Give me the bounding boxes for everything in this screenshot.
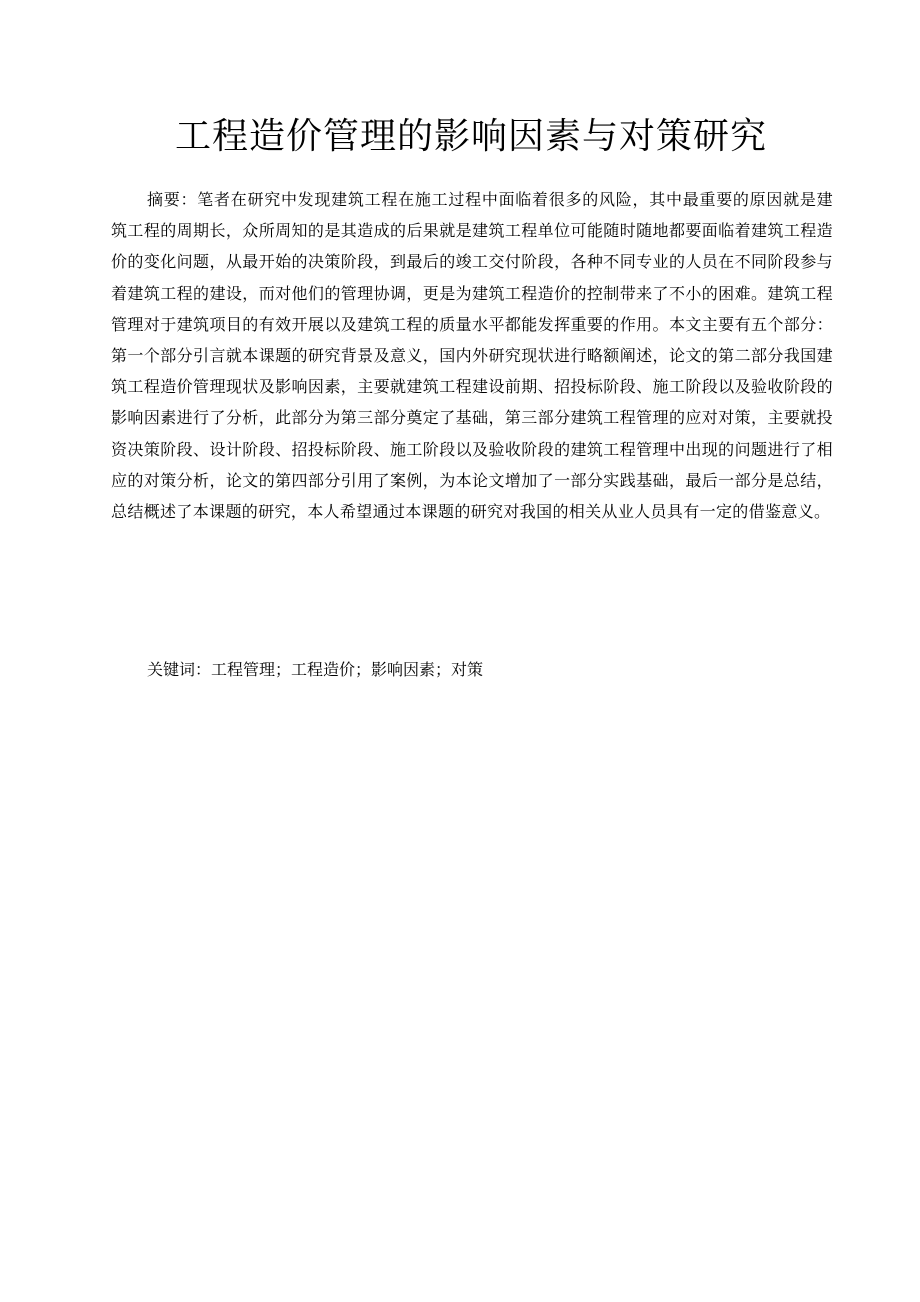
- keywords-line: [147, 654, 833, 685]
- abstract-label: 摘要：: [147, 190, 198, 209]
- abstract-text: 笔者在研究中发现建筑工程在施工过程中面临着很多的风险，其中最重要的原因就是建筑工程的周期长，众所周知的是其造成的后果就是建筑工程单位可能随时随地都要面临着建筑工程造价的变化问题，从最开始的决策阶段，到最后的竣工交付阶段，各种不同专业的人员在不同阶段参与着建筑工程的建设，而对他们的管理协调，更是为建筑工程造价的控制带来了不小的困难。建筑工程管理对于建筑项目的有效开展以及建筑工程的质量水平都能发挥重要的作用。本文主要有五个部分：第一个部分引言就本课题的研究背景及意义，国内外研究现状进行略额阐述，论文的第二部分我国建筑工程造价管理现状及影响因素，主要就建筑工程建设前期、招投标阶段、施工阶段以及验收阶段的影响因素进行了分析，此部分为第三部分奠定了基础，第三部分建筑工程管理的应对对策，主要就投资决策阶段、设计阶段、招投标阶段、施工阶段以及验收阶段的建筑工程管理中出现的问题进行了相应的对策分析，论文的第四部分引用了案例，为本论文增加了一部分实践基础，最后一部分是总结，总结概述了本课题的研究，本人希望通过本课题的研究对我国的相关从业人员具有一定的借鉴意义。: [111, 190, 833, 522]
- keywords-label: 关键词：: [147, 660, 212, 679]
- keywords-text: 工程管理；工程造价；影响因素；对策: [211, 660, 484, 679]
- abstract-paragraph: [111, 184, 833, 527]
- paper-title: 工程造价管理的影响因素与对策研究: [174, 116, 767, 157]
